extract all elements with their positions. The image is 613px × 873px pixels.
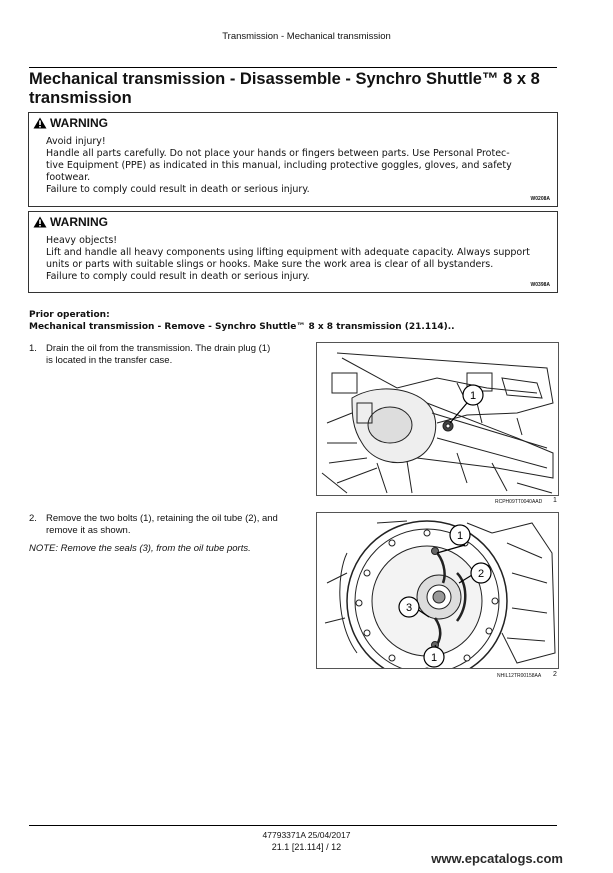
warning-line: Handle all parts carefully. Do not place your hands or fingers between parts. Use Personal Protec- — [46, 148, 510, 159]
warning-triangle-icon — [33, 216, 47, 228]
step-text — [46, 513, 316, 536]
callout-label: 1 — [469, 390, 477, 402]
running-header: Transmission - Mechanical transmission — [222, 31, 391, 42]
footer-page-number: 21.1 [21.114] / 12 — [271, 842, 342, 852]
callout-label: 2 — [477, 568, 485, 580]
callout-label: 3 — [405, 602, 413, 614]
figure-drain-plug — [316, 342, 559, 496]
prior-operation — [29, 310, 455, 333]
warning-line: footwear. — [46, 172, 91, 183]
warning-line: Avoid injury! — [46, 136, 106, 147]
page-title: Mechanical transmission - Disassemble - Synchro Shuttle™ 8 x 8 transmission — [29, 70, 540, 107]
warning-code: W0398A — [530, 282, 550, 288]
warning-code: W0208A — [530, 196, 550, 202]
step-text — [46, 343, 316, 366]
warning-box-heavy — [28, 211, 558, 293]
transmission-housing-illustration — [317, 513, 558, 668]
callout-label: 1 — [430, 652, 438, 664]
warning-line: Failure to comply could result in death or serious injury. — [46, 184, 310, 195]
prior-operation-label: Prior operation: — [29, 310, 110, 320]
figure-caption: RCPH09TT0040AAD — [495, 499, 543, 505]
step-line: Remove the two bolts (1), retaining the oil tube (2), and — [46, 513, 278, 524]
figure-number: 1 — [553, 497, 557, 504]
warning-line: Lift and handle all heavy components using lifting equipment with adequate capacity. Always support — [46, 247, 530, 258]
warning-line: Failure to comply could result in death or serious injury. — [46, 271, 310, 282]
warning-text — [46, 136, 546, 196]
warning-line: units or parts with suitable slings or hooks. Make sure the work area is clear of all bystanders. — [46, 259, 494, 270]
figure-oil-tube — [316, 512, 559, 669]
warning-label: WARNING — [50, 215, 108, 229]
step-number: 2. — [29, 513, 37, 524]
warning-box-injury — [28, 112, 558, 207]
warning-text — [46, 235, 546, 283]
step-line: Drain the oil from the transmission. The drain plug (1) — [46, 343, 271, 354]
warning-heading — [33, 116, 108, 130]
warning-line: Heavy objects! — [46, 235, 118, 246]
warning-line: tive Equipment (PPE) as indicated in this manual, including protective goggles, gloves, and safety — [46, 160, 512, 171]
warning-heading — [33, 215, 108, 229]
watermark-link[interactable]: www.epcatalogs.com — [431, 851, 563, 866]
warning-label: WARNING — [50, 116, 108, 130]
step-number: 1. — [29, 343, 37, 354]
footer-doc-id: 47793371A 25/04/2017 — [262, 830, 351, 840]
prior-operation-link[interactable]: Mechanical transmission - Remove - Synchro Shuttle™ 8 x 8 transmission (21.114).. — [29, 321, 455, 332]
callout-label: 1 — [456, 530, 464, 542]
figure-caption: NHIL12TR00158AA — [497, 673, 542, 679]
figure-number: 2 — [553, 671, 557, 678]
step-note: NOTE: Remove the seals (3), from the oil tube ports. — [29, 543, 251, 554]
header-rule — [29, 67, 557, 68]
step-line: remove it as shown. — [46, 524, 131, 536]
footer-rule — [29, 825, 557, 826]
warning-triangle-icon — [33, 117, 47, 129]
transfer-case-illustration — [317, 343, 558, 495]
step-line: is located in the transfer case. — [46, 354, 173, 366]
